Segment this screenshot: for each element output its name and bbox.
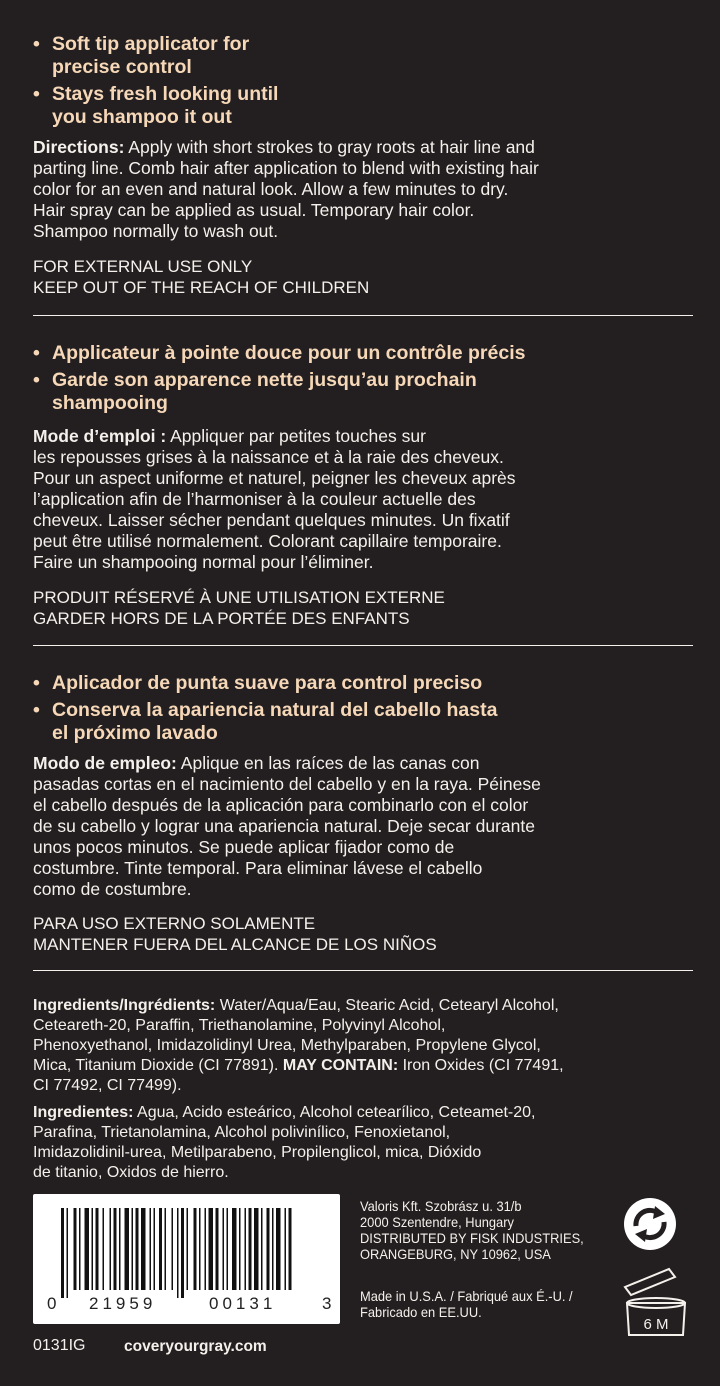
product-code: 0131IG [33,1337,86,1354]
spanish-bullet-1: • Aplicador de punta suave para control preciso [33,672,497,695]
french-directions: Mode d’emploi : Appliquer par petites touches sur les repousses grises à la naissance et à la raie des cheveux. Pour un aspect uniforme et naturel, peigner les cheveux après l’application afin de l’harmoniser à la couleur actuelle des cheveux. Laisser sécher pendant quelques minutes. Un fixatif peut être utilisé normalement. Colorant capillaire temporaire. Faire un shampooing normal pour l’éliminer. [33,426,516,572]
barcode-bar [150,1208,152,1290]
barcode-digit-last: 3 [322,1294,332,1313]
divider [33,315,693,316]
barcode-bar [272,1208,274,1290]
barcode-bar [232,1208,237,1290]
divider [33,645,693,646]
barcode-bar [239,1208,241,1290]
english-bullets [33,33,278,133]
ingredients-spanish: Ingredientes: Agua, Acido esteárico, Alcohol cetearílico, Ceteamet-20, Parafina, Trietanolamina, Alcohol polivinílico, Fenoxietanol, Imidazolidinil-urea, Metilparabeno, Propilenglicol, mica, Dióxido de titanio, Oxidos de hierro. [33,1104,536,1181]
barcode-bar [67,1208,69,1298]
spanish-warnings: PARA USO EXTERNO SOLAMENTE MANTENER FUERA DEL ALCANCE DE LOS NIÑOS [33,914,437,954]
barcode-bar [267,1208,270,1290]
barcode-bar [289,1208,292,1290]
barcode-bar [110,1208,112,1290]
french-bullets [33,342,525,419]
barcode-bar [154,1208,156,1290]
barcode-bar [85,1208,90,1290]
barcode-bar [165,1208,167,1290]
barcode-bar [159,1208,162,1290]
french-bullet-2: • Garde son apparence nette jusqu’au prochain shampooing [33,369,525,415]
spanish-bullets [33,672,497,749]
barcode-bar [194,1208,197,1290]
barcode-bar [216,1208,219,1290]
english-bullet-1: • Soft tip applicator for precise control [33,33,278,79]
barcode-bar [92,1208,94,1290]
barcode-bar [209,1208,214,1290]
barcode-bar [61,1208,64,1298]
barcode-bar [254,1208,259,1290]
barcode-bar [114,1208,117,1290]
spanish-directions: Modo de empleo: Aplique en las raíces de las canas con pasadas cortas en el nacimiento del cabello y en la raya. Péinese el cabello después de la aplicación para combinarlo con el color de su cabello y lograr una apariencia natural. Deje secar durante unos pocos minutos. Se puede aplicar fijador como de costumbre. Tinte temporal. Para eliminar lávese el cabello como de costumbre. [33,753,541,899]
french-warnings: PRODUIT RÉSERVÉ À UNE UTILISATION EXTERNE GARDER HORS DE LA PORTÉE DES ENFANTS [33,588,445,628]
barcode-bar [96,1208,99,1290]
divider [33,970,693,971]
barcode-bar [276,1208,281,1290]
barcode-bar [223,1208,225,1290]
pao-label: 6 M [643,1316,669,1333]
spanish-bullet-2: • Conserva la apariencia natural del cabello hasta el próximo lavado [33,699,497,745]
barcode-bar [74,1208,77,1290]
barcode-bar [119,1208,121,1290]
barcode-digits [33,1294,340,1318]
barcode-bars [33,1194,340,1298]
recycle-icon [622,1196,678,1252]
barcode-bar [181,1208,184,1298]
barcode-group-right: 00131 [209,1294,277,1313]
barcode-bar [125,1208,130,1290]
website-url: coveryourgray.com [124,1338,267,1355]
barcode-bar [199,1208,201,1290]
barcode-bar [261,1208,263,1290]
barcode-digit-first: 0 [47,1294,57,1313]
barcode-bar [285,1208,287,1290]
ingredients-english-french: Ingredients/Ingrédients: Water/Aqua/Eau, Stearic Acid, Cetearyl Alcohol, Ceteareth-20, Paraffin, Triethanolamine, Polyvinyl Alcohol, Phenoxyethanol, Imidazolidinyl Urea, Methylparaben, Propylene Glycol, Mica, Titanium Dioxide (CI 77891). MAY CONTAIN: Iron Oxides (CI 77491, CI 77492, CI 77499). [33,997,564,1094]
barcode-bar [136,1208,139,1290]
french-bullet-1: • Applicateur à pointe douce pour un contrôle précis [33,342,525,365]
barcode-bar [132,1208,134,1290]
english-warnings: FOR EXTERNAL USE ONLY KEEP OUT OF THE REACH OF CHILDREN [33,257,370,297]
open-jar-icon [617,1265,695,1337]
barcode-group-left: 21959 [89,1294,157,1313]
english-directions: Directions: Apply with short strokes to gray roots at hair line and parting line. Comb hair after application to blend with existing hair color for an even and natural look. Allow a few minutes to dry. Hair spray can be applied as usual. Temporary hair color. Shampoo normally to wash out. [33,137,539,241]
barcode-bar [141,1208,146,1290]
english-bullet-2: • Stays fresh looking until you shampoo it out [33,83,278,129]
barcode-bar [245,1208,247,1290]
barcode-bar [205,1208,207,1290]
barcode-bar [227,1208,229,1290]
barcode-bar [177,1208,179,1298]
barcode [33,1194,340,1324]
manufacturer-address: Valoris Kft. Szobrász u. 31/b 2000 Szentendre, Hungary DISTRIBUTED BY FISK INDUSTRIES, ORANGEBURG, NY 10962, USA [360,1198,584,1262]
barcode-bar [172,1208,174,1290]
barcode-bar [103,1208,105,1290]
barcode-bar [249,1208,252,1290]
made-in-statement: Made in U.S.A. / Fabriqué aux É.-U. / Fabricado en EE.UU. [360,1288,573,1320]
barcode-bar [79,1208,81,1290]
barcode-bar [187,1208,189,1290]
